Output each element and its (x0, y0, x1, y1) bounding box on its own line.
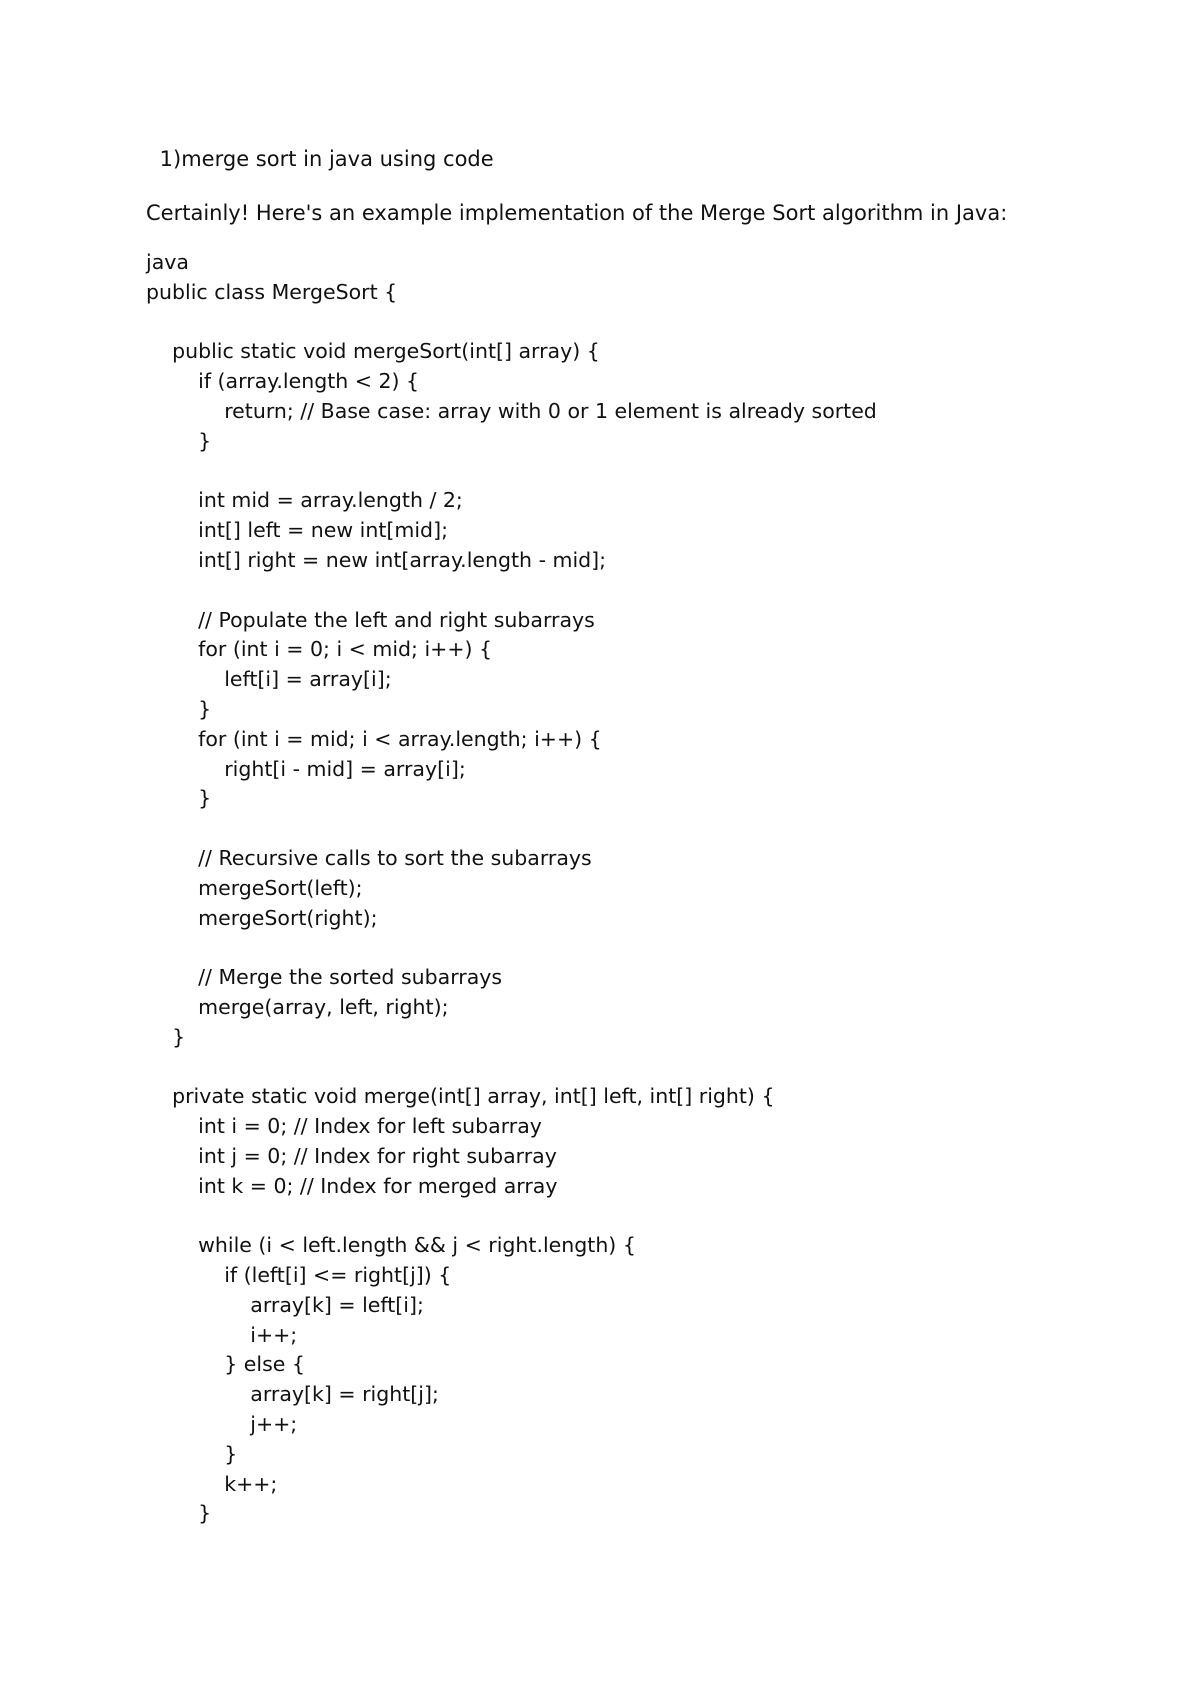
code-block (146, 248, 877, 1529)
code-line: } (146, 428, 212, 453)
code-line: return; // Base case: array with 0 or 1 element is already sorted (146, 398, 877, 423)
code-line: if (array.length < 2) { (146, 369, 420, 394)
code-line: array[k] = right[j]; (146, 1382, 439, 1407)
code-line (146, 814, 877, 844)
code-line: } (146, 1501, 212, 1526)
code-line: } (146, 696, 212, 721)
code-line (146, 1053, 877, 1083)
code-line: } else { (146, 1352, 305, 1377)
code-line: for (int i = mid; i < array.length; i++) { (146, 726, 602, 751)
code-line: right[i - mid] = array[i]; (146, 756, 466, 781)
code-line: } (146, 1441, 238, 1466)
code-line (146, 308, 877, 338)
code-line: int k = 0; // Index for merged array (146, 1173, 558, 1198)
code-line: int[] right = new int[array.length - mid]; (146, 547, 607, 572)
code-line: k++; (146, 1471, 278, 1496)
answer-intro: Certainly! Here's an example implementation of the Merge Sort algorithm in Java: (146, 201, 1008, 225)
code-line: while (i < left.length && j < right.length) { (146, 1233, 636, 1258)
code-line: mergeSort(right); (146, 905, 378, 930)
code-line: array[k] = left[i]; (146, 1292, 424, 1317)
code-line: } (146, 786, 212, 811)
code-line: i++; (146, 1322, 298, 1347)
code-line: } (146, 1024, 186, 1049)
code-line: for (int i = 0; i < mid; i++) { (146, 637, 493, 662)
code-line: // Merge the sorted subarrays (146, 965, 503, 990)
code-line: if (left[i] <= right[j]) { (146, 1263, 452, 1288)
code-line (146, 1202, 877, 1232)
code-line (146, 457, 877, 487)
code-line: int j = 0; // Index for right subarray (146, 1143, 557, 1168)
code-line (146, 576, 877, 606)
code-line: j++; (146, 1412, 298, 1437)
code-line: public class MergeSort { (146, 279, 398, 304)
code-line: mergeSort(left); (146, 875, 363, 900)
code-line (146, 933, 877, 963)
code-line: int[] left = new int[mid]; (146, 518, 448, 543)
code-line: public static void mergeSort(int[] array) { (146, 339, 600, 364)
code-line: // Recursive calls to sort the subarrays (146, 845, 592, 870)
code-line: private static void merge(int[] array, int[] left, int[] right) { (146, 1084, 775, 1109)
code-line: merge(array, left, right); (146, 994, 449, 1019)
code-line: int i = 0; // Index for left subarray (146, 1114, 542, 1139)
code-line: java (146, 250, 189, 274)
code-line: // Populate the left and right subarrays (146, 607, 595, 632)
code-line: int mid = array.length / 2; (146, 488, 463, 513)
code-line: left[i] = array[i]; (146, 667, 392, 692)
question-heading: 1)merge sort in java using code (153, 147, 494, 171)
